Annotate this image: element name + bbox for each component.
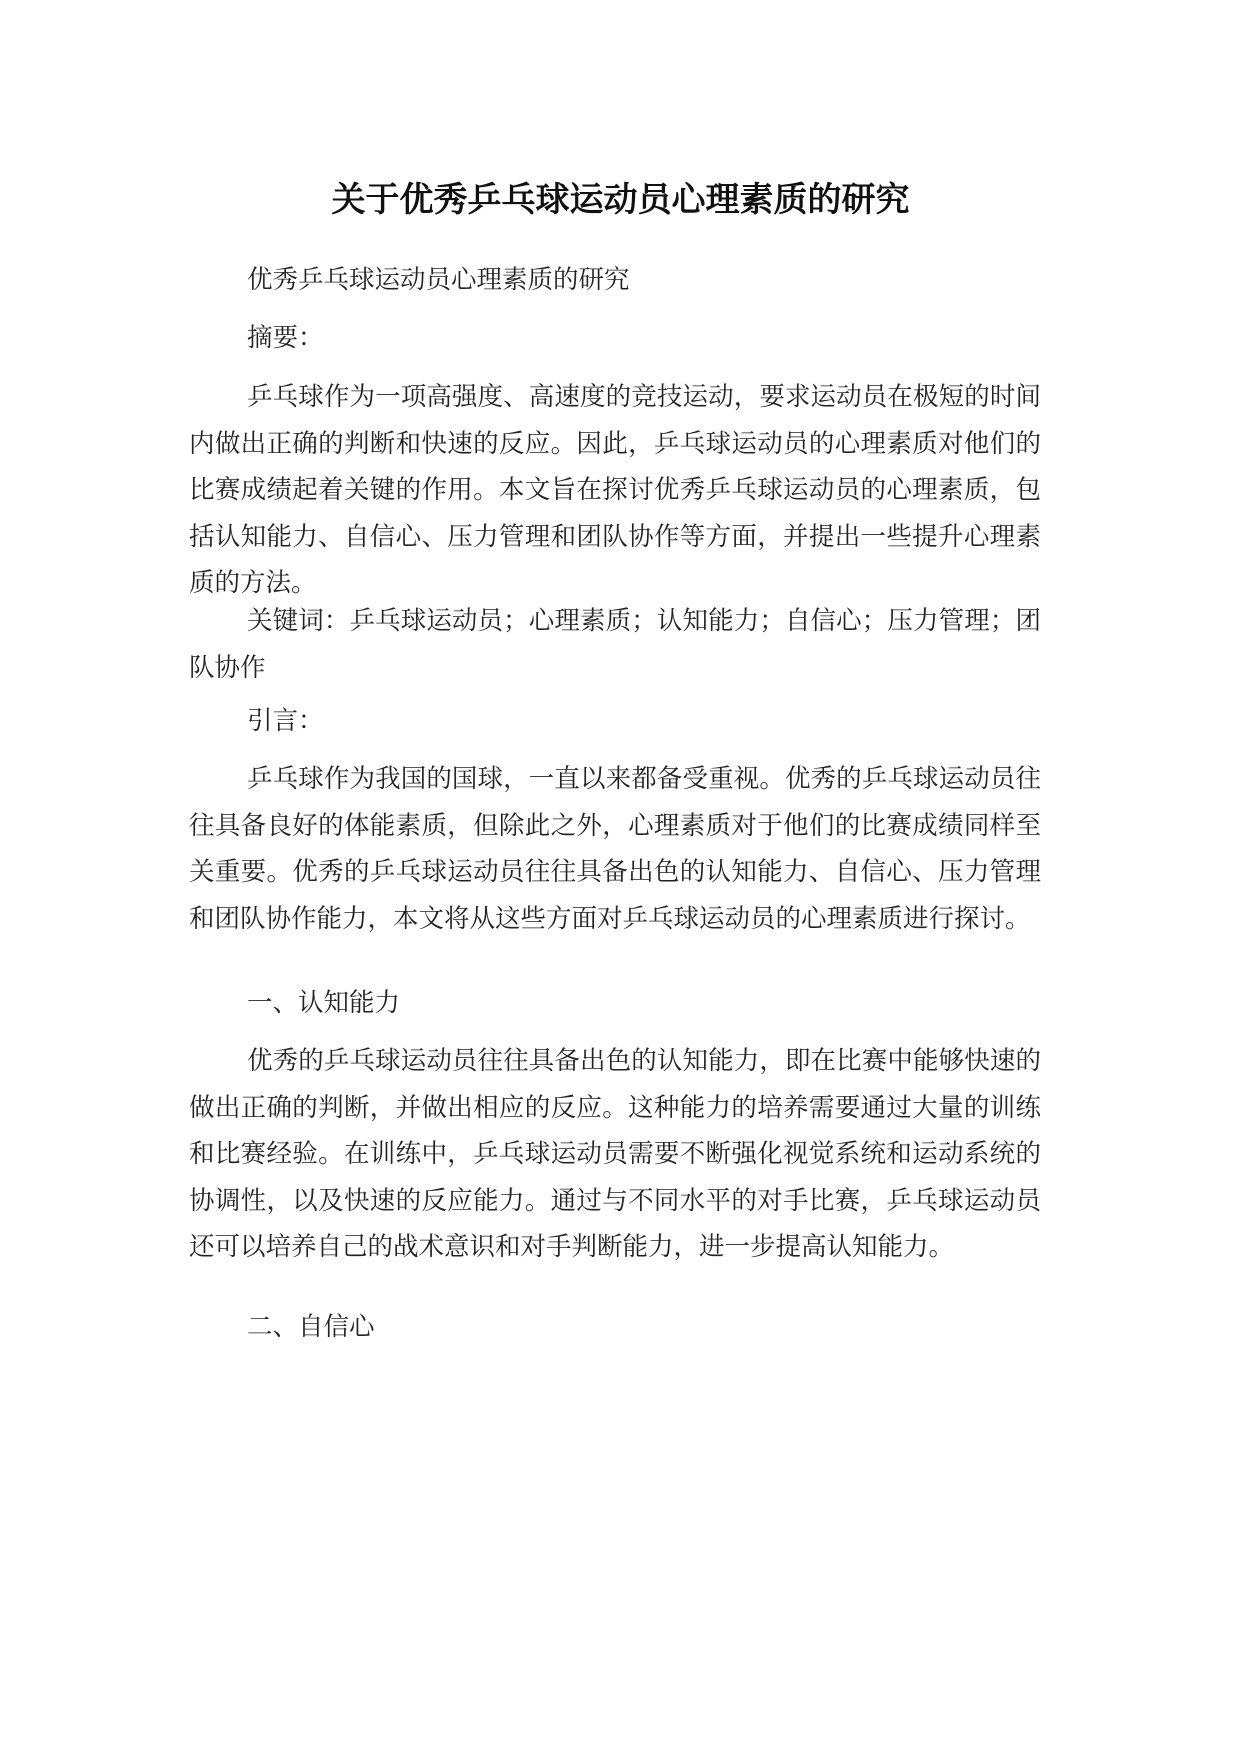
- keywords-paragraph: 关键词：乒乓球运动员；心理素质；认知能力；自信心；压力管理；团队协作: [189, 606, 1041, 683]
- intro-paragraph: 乒乓球作为我国的国球，一直以来都备受重视。优秀的乒乓球运动员往往具备良好的体能素质，但除此之外，心理素质对于他们的比赛成绩同样至关重要。优秀的乒乓球运动员往往具备出色的认知能力、自信心、压力管理和团队协作能力，本文将从这些方面对乒乓球运动员的心理素质进行探讨。: [189, 764, 1041, 934]
- section1-paragraph: 优秀的乒乓球运动员往往具备出色的认知能力，即在比赛中能够快速的做出正确的判断，并做出相应的反应。这种能力的培养需要通过大量的训练和比赛经验。在训练中，乒乓球运动员需要不断强化视觉系统和运动系统的协调性，以及快速的反应能力。通过与不同水平的对手比赛，乒乓球运动员还可以培养自己的战术意识和对手判断能力，进一步提高认知能力。: [189, 1046, 1041, 1262]
- section2-heading: 二、自信心: [247, 1312, 375, 1342]
- section1-heading: 一、认知能力: [247, 988, 401, 1018]
- document-title: 关于优秀乒乓球运动员心理素质的研究: [331, 180, 910, 220]
- abstract-paragraph: 乒乓球作为一项高强度、高速度的竞技运动，要求运动员在极短的时间内做出正确的判断和快速的反应。因此，乒乓球运动员的心理素质对他们的比赛成绩起着关键的作用。本文旨在探讨优秀乒乓球运动员的心理素质，包括认知能力、自信心、压力管理和团队协作等方面，并提出一些提升心理素质的方法。: [189, 382, 1041, 598]
- document-subtitle: 优秀乒乓球运动员心理素质的研究: [247, 265, 630, 295]
- intro-label: 引言：: [247, 706, 324, 736]
- abstract-label: 摘要：: [247, 323, 324, 353]
